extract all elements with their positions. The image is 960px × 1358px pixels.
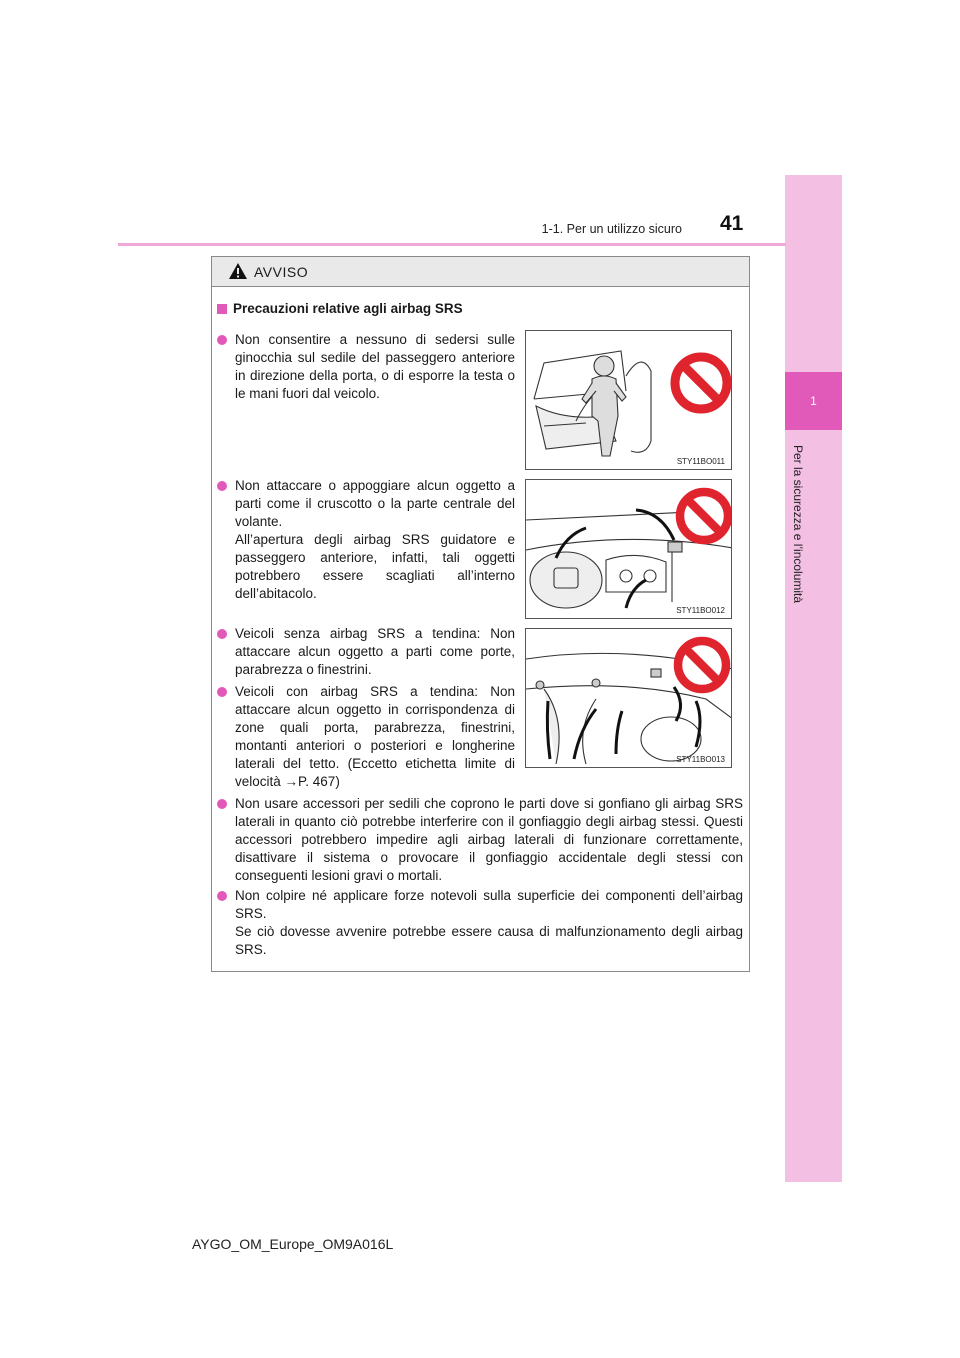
bullet-icon	[217, 481, 227, 491]
warning-item: Non consentire a nessuno di sedersi sulle ginocchia sul sedile del passeggero anteriore in direzione della porta, o di esporre la testa o le mani fuori dal veicolo.	[217, 331, 515, 403]
warning-triangle-icon	[228, 262, 248, 280]
warning-item: Veicoli con airbag SRS a tendina: Non attaccare alcun oggetto in corrispondenza di zone quali porta, parabrezza, finestrini, montanti anteriori o posteriori e longherine laterali del tetto. (Eccetto etichetta limite di velocità →P. 467)	[217, 683, 515, 791]
section-title: 1-1. Per un utilizzo sicuro	[541, 222, 682, 236]
curtain-illustration	[526, 629, 732, 768]
figure-passenger-seat	[525, 330, 732, 470]
passenger-illustration	[526, 331, 732, 470]
header-rule	[118, 243, 786, 246]
figure-curtain-airbag	[525, 628, 732, 768]
warning-box	[211, 256, 750, 972]
figure-code: STY11BO012	[676, 606, 725, 615]
warning-item: Non attaccare o appoggiare alcun oggetto a parti come il cruscotto o la parte centrale del volante. All’apertura degli airbag SRS guidatore e passeggero anteriore, infatti, tali oggetti potrebbero essere scagliati all’interno dell’abitacolo.	[217, 477, 515, 603]
square-bullet-icon	[217, 304, 227, 314]
figure-code: STY11BO013	[676, 755, 725, 764]
warning-item: Non usare accessori per sedili che coprono le parti dove si gonfiano gli airbag SRS laterali in quanto ciò potrebbe interferire con il gonfiaggio degli airbag stessi. Questi accessori potrebbero impedire agli airbag laterali di funzionare correttamente, disattivare il sistema o provocare il gonfiaggio accidentale degli stessi con conseguenti lesioni gravi o mortali.	[217, 795, 743, 885]
warning-header	[212, 257, 749, 287]
bullet-icon	[217, 687, 227, 697]
bullet-icon	[217, 799, 227, 809]
chapter-label: Per la sicurezza e l’incolumità	[791, 445, 805, 604]
document-code: AYGO_OM_Europe_OM9A016L	[192, 1236, 394, 1252]
warning-subheading: Precauzioni relative agli airbag SRS	[217, 301, 463, 316]
bullet-icon	[217, 891, 227, 901]
warning-title: AVVISO	[254, 264, 309, 280]
warning-item: Non colpire né applicare forze notevoli sulla superficie dei componenti dell’airbag SRS. Se ciò dovesse avvenire potrebbe essere causa di malfunzionamento degli airbag SRS.	[217, 887, 743, 959]
dashboard-illustration	[526, 480, 732, 619]
bullet-icon	[217, 629, 227, 639]
page-number: 41	[720, 212, 744, 235]
chapter-side-tab	[785, 175, 842, 1182]
chapter-number: 1	[785, 372, 842, 430]
figure-code: STY11BO011	[676, 457, 725, 466]
bullet-icon	[217, 335, 227, 345]
figure-dashboard	[525, 479, 732, 619]
warning-item: Veicoli senza airbag SRS a tendina: Non attaccare alcun oggetto a parti come porte, parabrezza o finestrini.	[217, 625, 515, 679]
